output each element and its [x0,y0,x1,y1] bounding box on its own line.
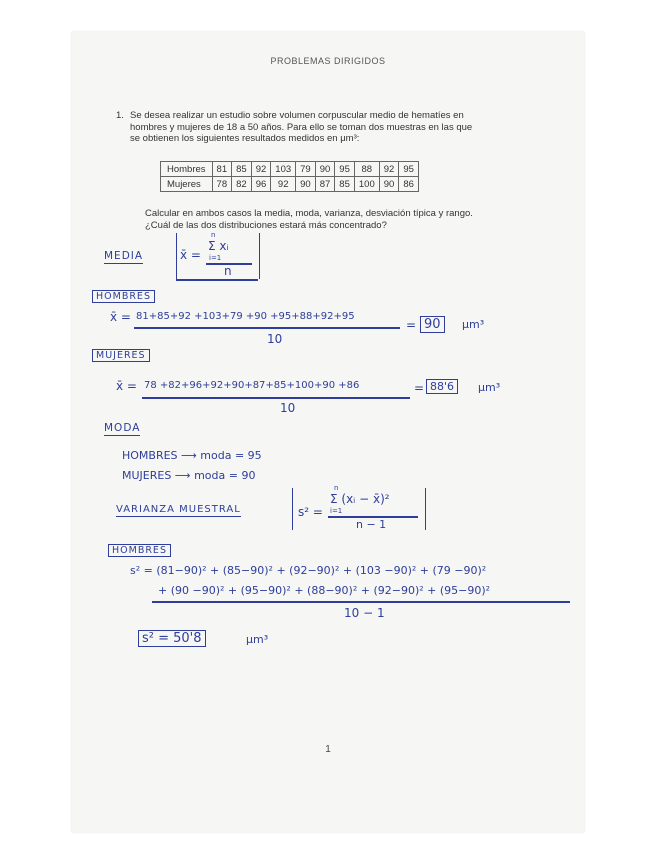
question-line: Calcular en ambos casos la media, moda, varianza, desviación típica y rango. [145,208,473,219]
varianza-formula-num: Σ (xᵢ − x̄)² [330,492,390,506]
mujeres-mean-result: 88'6 [426,379,458,394]
table-cell: 88 [354,162,379,177]
table-cell: 82 [232,177,252,192]
moda-mujeres: MUJERES ⟶ moda = 90 [122,469,256,482]
table-cell: 100 [354,177,379,192]
problem-number: 1. [116,110,124,121]
page-header-title: PROBLEMAS DIRIGIDOS [270,56,386,66]
row-label: Mujeres [161,177,213,192]
hombres-mean-lhs: x̄ = [110,310,131,324]
table-cell: 92 [379,162,399,177]
problem-statement [116,110,530,145]
media-formula-box-underline [176,279,258,281]
media-formula-sum-top: n [211,231,216,239]
data-table [160,161,419,192]
table-row-mujeres [161,177,419,192]
mujeres-mean-numerator: 78 +82+96+92+90+87+85+100+90 +86 [144,380,360,391]
mujeres-label: MUJERES [92,349,150,362]
hombres-mean-fraction-bar [134,327,400,329]
table-cell: 92 [251,162,271,177]
table-cell: 87 [315,177,335,192]
mujeres-mean-denominator: 10 [280,401,296,415]
varianza-formula-sum-top: n [334,484,339,492]
mujeres-mean-fraction-bar [142,397,410,399]
table-cell: 90 [315,162,335,177]
table-row-hombres [161,162,419,177]
problem-line: se obtienen los siguientes resultados medidos en μm³: [130,133,360,144]
table-cell: 81 [212,162,232,177]
document-page [72,32,584,832]
media-formula-sum-bottom: i=1 [209,254,222,262]
table-cell: 85 [335,177,355,192]
table-cell: 86 [399,177,419,192]
table-cell: 85 [232,162,252,177]
varianza-label: VARIANZA MUESTRAL [116,504,241,515]
media-formula-den: n [224,264,232,278]
hombres-label: HOMBRES [92,290,155,303]
media-formula-lhs: x̄ = [180,248,201,262]
table-cell: 79 [296,162,316,177]
varianza-expansion-line-1: s² = (81−90)² + (85−90)² + (92−90)² + (103 −90)² + (79 −90)² [130,564,487,577]
table-cell: 103 [271,162,296,177]
hombres-mean-denominator: 10 [267,332,283,346]
question-line: ¿Cuál de las dos distribuciones estará más concentrado? [145,219,387,231]
hombres-varianza-label: HOMBRES [108,544,171,557]
table-cell: 96 [251,177,271,192]
problem-line: hombres y mujeres de 18 a 50 años. Para ello se toman dos muestras en las que [130,121,473,133]
page-number: 1 [325,744,331,755]
varianza-expansion-denominator: 10 − 1 [344,606,385,620]
varianza-formula-lhs: s² = [298,505,323,519]
hombres-mean-numerator: 81+85+92 +103+79 +90 +95+88+92+95 [136,311,355,322]
mujeres-mean-unit: μm³ [478,381,501,394]
table-cell: 95 [399,162,419,177]
varianza-result-unit: μm³ [246,633,269,646]
media-formula-num: Σ xᵢ [208,239,229,253]
problem-line: Se desea realizar un estudio sobre volumen corpuscular medio de hematíes en [130,110,464,121]
table-cell: 95 [335,162,355,177]
mujeres-mean-lhs: x̄ = [116,379,137,393]
moda-hombres: HOMBRES ⟶ moda = 95 [122,449,262,462]
question-text [145,208,545,231]
varianza-formula-den: n − 1 [356,518,387,531]
moda-label: MODA [104,422,141,434]
hombres-mean-unit: μm³ [462,318,485,331]
hombres-mean-equals: = [406,318,417,332]
table-cell: 92 [271,177,296,192]
hombres-mean-result: 90 [420,316,445,333]
table-cell: 90 [296,177,316,192]
media-label: MEDIA [104,250,144,262]
varianza-expansion-line-2: + (90 −90)² + (95−90)² + (88−90)² + (92−90)² + (95−90)² [158,584,491,597]
varianza-formula-sum-bottom: i=1 [330,507,343,515]
row-label: Hombres [161,162,213,177]
varianza-result: s² = 50'8 [138,630,206,647]
varianza-expansion-fraction-bar [152,601,570,603]
table-cell: 90 [379,177,399,192]
table-cell: 78 [212,177,232,192]
mujeres-mean-equals: = [414,381,425,395]
